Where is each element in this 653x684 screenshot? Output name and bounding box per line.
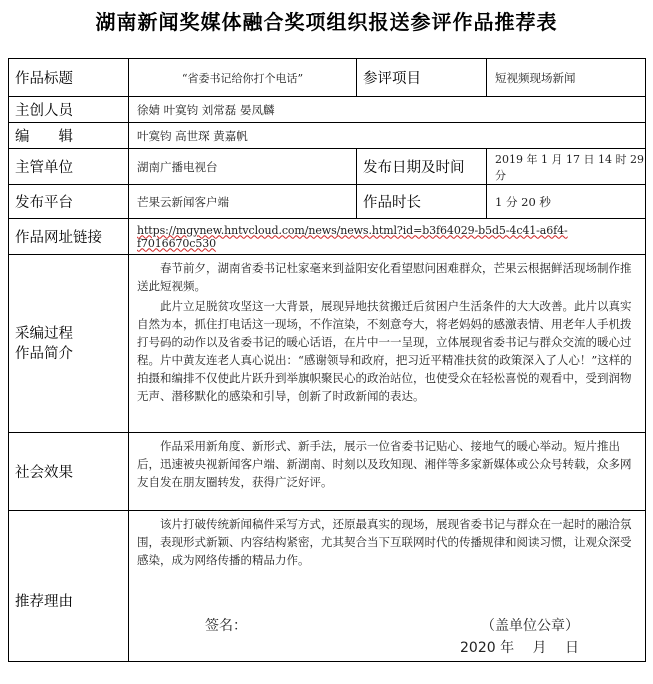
duration-label: 作品时长 — [357, 185, 487, 219]
unit-value[interactable]: 湖南广播电视台 — [129, 149, 357, 185]
unit-label: 主管单位 — [9, 149, 129, 185]
reason-paragraph: 该片打破传统新闻稿件采写方式，还原最真实的现场，展现省委书记与群众在一起时的融洽氛围，表现形式新颖、内容结构紧密，尤其契合当下互联网时代的传播规律和阅读习惯，让观众深受感染，成为网络传播的精品力作。 — [137, 517, 632, 567]
entry-category-value[interactable]: 短视频现场新闻 — [487, 59, 646, 97]
entry-category-label: 参评项目 — [357, 59, 487, 97]
url-cell — [129, 219, 646, 255]
process-label — [9, 255, 129, 433]
row-creators — [9, 97, 646, 123]
effect-content[interactable] — [129, 433, 646, 511]
reason-content[interactable] — [129, 511, 646, 662]
row-unit — [9, 149, 646, 185]
signature-row — [137, 617, 639, 635]
form-title: 湖南新闻奖媒体融合奖项组织报送参评作品推荐表 — [95, 10, 558, 34]
row-url — [9, 219, 646, 255]
effect-paragraph: 作品采用新角度、新形式、新手法，展示一位省委书记贴心、接地气的暖心举动。短片推出后，迅速被央视新闻客户端、新湖南、时刻以及玫知现、湘伴等多家新媒体或公众号转载，众多网友自发在朋友圈转发，获得广泛好评。 — [137, 439, 632, 489]
sign-date: 2020 年 月 日 — [460, 640, 579, 656]
process-paragraph-1: 春节前夕，湖南省委书记杜家毫来到益阳安化看望慰问困难群众，芒果云根据鲜活现场制作推送此短视频。 — [137, 261, 632, 293]
signature-label: 签名： — [205, 618, 247, 634]
platform-label: 发布平台 — [9, 185, 129, 219]
row-editors — [9, 123, 646, 149]
url-label: 作品网址链接 — [9, 219, 129, 255]
row-effect — [9, 433, 646, 511]
process-label-line1: 采编过程 — [15, 325, 73, 342]
process-label-line2: 作品简介 — [15, 345, 73, 362]
reason-label: 推荐理由 — [9, 511, 129, 662]
process-content[interactable] — [129, 255, 646, 433]
row-reason — [9, 511, 646, 662]
work-url-link[interactable]: https://mgynew.hntvcloud.com/news/news.html?id=b3f64029-b5d5-4c41-a6f4-f7016670c530 — [137, 223, 568, 250]
duration-value[interactable]: 1 分 20 秒 — [487, 185, 646, 219]
publish-date-value[interactable]: 2019 年 1 月 17 日 14 时 29 分 — [487, 149, 646, 185]
publish-date-label: 发布日期及时间 — [357, 149, 487, 185]
effect-label: 社会效果 — [9, 433, 129, 511]
stamp-label: （盖单位公章） — [481, 618, 579, 634]
row-platform — [9, 185, 646, 219]
creators-value[interactable]: 徐婧 叶寞钧 刘常磊 晏凤麟 — [129, 97, 646, 123]
editors-value[interactable]: 叶寞钧 高世琛 黄嘉帆 — [129, 123, 646, 149]
row-work-title — [9, 59, 646, 97]
work-title-value[interactable]: “省委书记给你打个电话” — [129, 59, 357, 97]
process-paragraph-2: 此片立足脱贫攻坚这一大背景，展现异地扶贫搬迁后贫困户生活条件的大大改善。此片以真实自然为本，抓住打电话这一现场，不作渲染，不刻意夸大，将老妈妈的感激表情、用老年人手机拨打号码的动作以及省委书记的暖心话语，在片中一一呈现，立体展现省委书记与群众交流的暖心过程。片中黄友连老人真心说出：“感谢领导和政府，把习近平精准扶贫的政策深入了人心！”这样的拍摄和编排不仅使此片跃升到举旗帜聚民心的政治站位，也使受众在轻松喜悦的观看中，受到润物无声、潜移默化的感染和引导，创新了时政新闻的表达。 — [137, 299, 632, 403]
editors-label: 编 辑 — [9, 123, 129, 149]
creators-label: 主创人员 — [9, 97, 129, 123]
platform-value[interactable]: 芒果云新闻客户端 — [129, 185, 357, 219]
recommendation-form-table — [8, 58, 646, 662]
work-title-label: 作品标题 — [9, 59, 129, 97]
row-process — [9, 255, 646, 433]
